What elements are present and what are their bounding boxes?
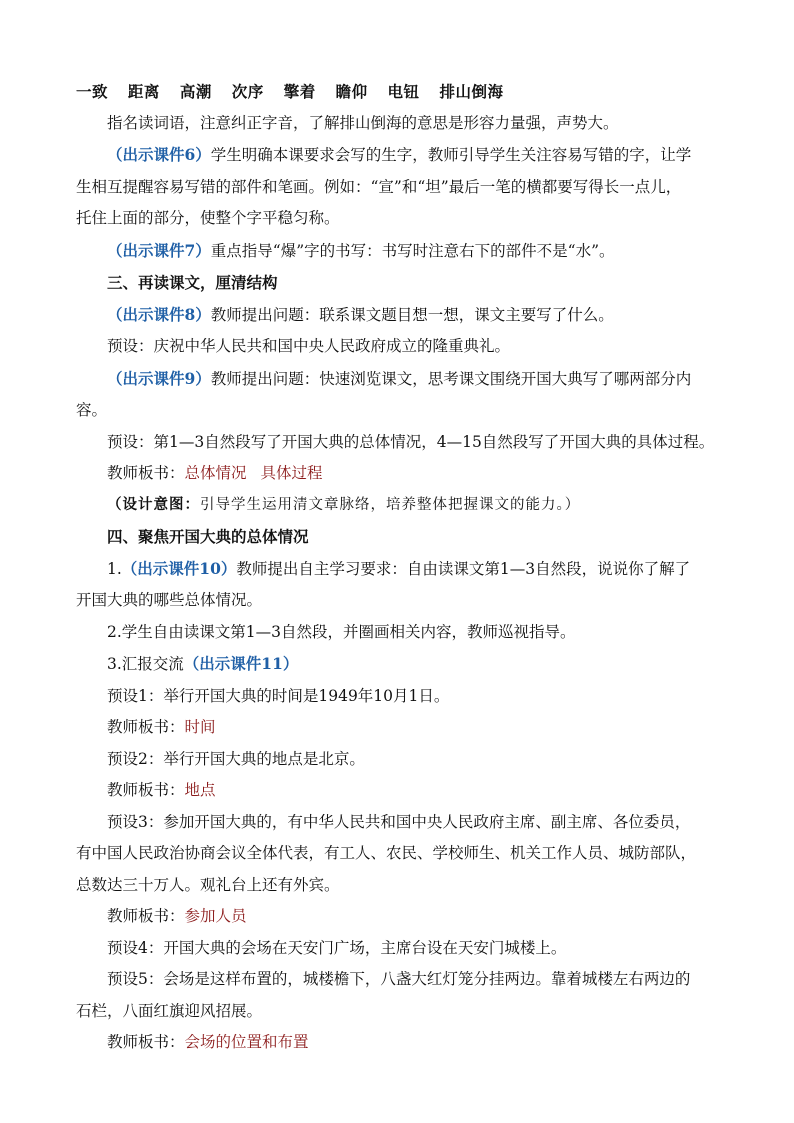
paragraph-preset-structure: 预设：第1—3自然段写了开国大典的总体情况，4—15自然段写了开国大典的具体过程。 [107, 432, 715, 451]
preset-1: 预设1：举行开国大典的时间是1949年10月1日。 [107, 686, 450, 705]
courseware-tag: （出示课件8） [107, 304, 211, 324]
board-label: 教师板书： [107, 907, 185, 925]
board-value: 会场的位置和布置 [184, 1033, 309, 1051]
vocab-word: 高潮 [179, 82, 212, 101]
preset-3-line3: 总数达三十万人。观礼台上还有外宾。 [76, 875, 340, 894]
preset-5-line2: 石栏，八面红旗迎风招展。 [76, 1001, 263, 1020]
paragraph-preset: 预设：庆祝中华人民共和国中央人民政府成立的隆重典礼。 [107, 337, 511, 355]
step-number: 1. [107, 559, 122, 578]
courseware-tag: （出示课件6） [107, 145, 211, 164]
paragraph-courseware9-line2: 容。 [76, 401, 108, 419]
paragraph-text: 教师提出自主学习要求：自由读课文第1—3自然段，说说你了解了 [236, 559, 691, 578]
section-heading-4: 四、聚焦开国大典的总体情况 [107, 527, 309, 546]
courseware-tag: （出示课件9） [107, 368, 211, 388]
paragraph-text: 3.汇报交流 [107, 655, 184, 673]
paragraph-step2: 2.学生自由读课文第1—3自然段，并圈画相关内容，教师巡视指导。 [107, 622, 576, 641]
courseware-tag: （出示课件7） [107, 240, 211, 260]
preset-4: 预设4：开国大典的会场在天安门广场，主席台设在天安门城楼上。 [107, 938, 567, 957]
board-value: 总体情况 [184, 464, 247, 482]
vocab-word: 排山倒海 [439, 82, 504, 101]
paragraph-courseware6-line2: 生相互提醒容易写错的部件和笔画。例如：“宣”和“坦”最后一笔的横都要写得长一点儿， [76, 177, 682, 196]
design-intent [76, 490, 720, 522]
courseware-tag: （出示课件10） [121, 558, 237, 578]
section-heading-3: 三、再读课文，厘清结构 [107, 273, 278, 292]
board-label: 教师板书： [107, 464, 185, 482]
board-label: 教师板书： [107, 781, 185, 799]
paragraph-step1-line1 [76, 553, 720, 586]
board-writing-participants [76, 901, 720, 933]
paragraph-courseware7 [76, 235, 720, 268]
preset-2: 预设2：举行开国大典的地点是北京。 [107, 749, 365, 768]
preset-3-line2: 有中国人民政治协商会议全体代表，有工人、农民、学校师生、机关工作人员、城防部队， [76, 844, 697, 862]
paragraph-step3 [76, 648, 720, 681]
design-intent-text: 引导学生运用清文章脉络，培养整体把握课文的能力。） [200, 496, 581, 513]
board-writing-time [76, 712, 720, 744]
design-intent-tag: （设计意图： [107, 496, 200, 513]
paragraph-text: 学生明确本课要求会写的生字，教师引导学生关注容易写错的字，让学 [210, 146, 692, 164]
paragraph-step1-line2: 开国大典的哪些总体情况。 [76, 591, 263, 609]
board-value: 时间 [184, 718, 216, 736]
vocab-word: 距离 [127, 82, 160, 101]
preset-5-line1: 预设5：会场是这样布置的，城楼檐下，八盏大红灯笼分挂两边。靠着城楼左右两边的 [107, 970, 691, 988]
paragraph-text: 教师提出问题：联系课文题目想一想，课文主要写了什么。 [210, 305, 614, 324]
vocabulary-list [76, 76, 720, 108]
vocab-word: 一致 [76, 82, 109, 101]
vocab-word: 电钮 [387, 82, 420, 101]
board-writing-venue [76, 1027, 720, 1059]
vocab-word: 瞻仰 [335, 82, 368, 101]
board-writing-structure [76, 458, 720, 490]
paragraph-text: 教师提出问题：快速浏览课文，思考课文围绕开国大典写了哪两部分内 [210, 369, 692, 388]
board-label: 教师板书： [107, 718, 185, 736]
board-writing-place [76, 775, 720, 807]
paragraph-courseware9-line1 [76, 363, 720, 396]
courseware-tag: （出示课件11） [183, 654, 299, 673]
paragraph-text: 重点指导“爆”字的书写：书写时注意右下的部件不是“水”。 [210, 241, 615, 260]
vocab-word: 次序 [231, 82, 264, 101]
vocab-word: 擎着 [283, 82, 316, 101]
board-label: 教师板书： [107, 1033, 185, 1051]
paragraph-courseware8 [76, 299, 720, 332]
board-value: 参加人员 [184, 907, 247, 925]
paragraph-reading: 指名读词语，注意纠正字音，了解排山倒海的意思是形容力量强，声势大。 [107, 113, 619, 132]
board-value: 具体过程 [260, 464, 323, 482]
preset-3-line1: 预设3：参加开国大典的，有中华人民共和国中央人民政府主席、副主席、各位委员， [107, 812, 691, 831]
paragraph-courseware6-line3: 托住上面的部分，使整个字平稳匀称。 [76, 209, 340, 227]
board-value: 地点 [184, 781, 216, 799]
paragraph-courseware6-line1 [76, 139, 720, 172]
